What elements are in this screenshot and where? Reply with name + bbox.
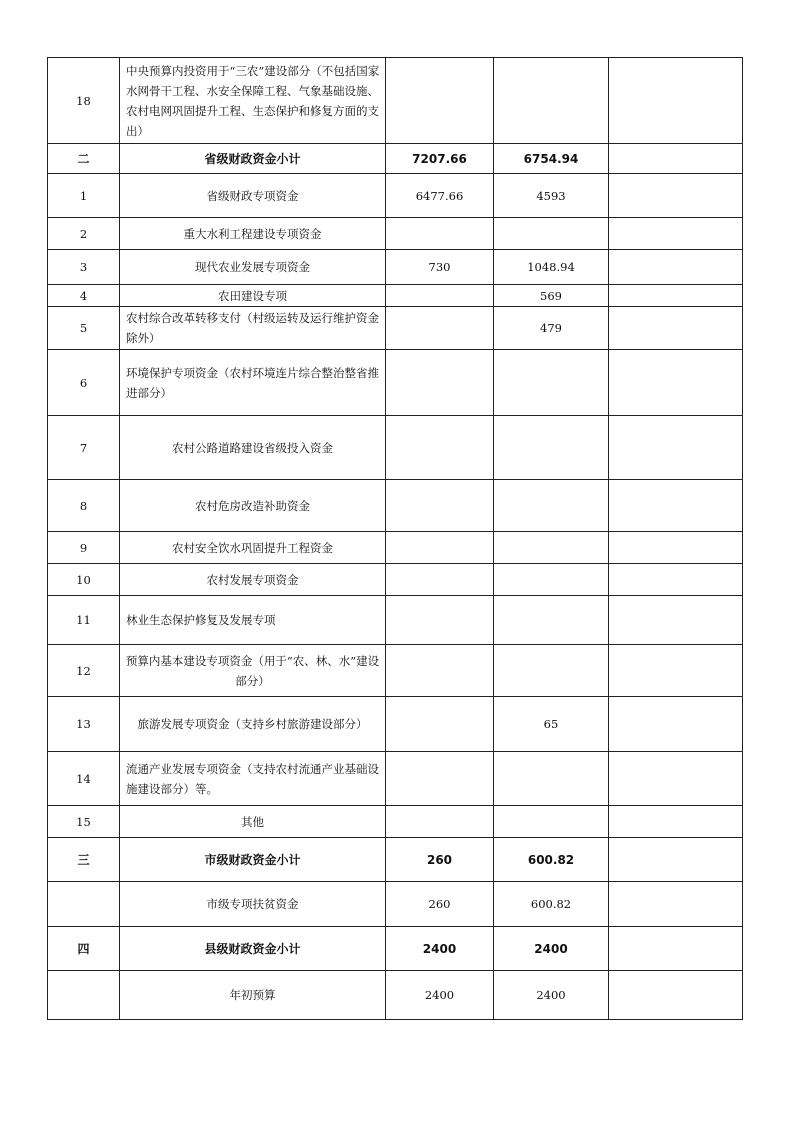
note-cell <box>609 250 743 285</box>
amount-col2 <box>494 218 609 250</box>
table-row <box>48 882 743 927</box>
row-number: 二 <box>48 144 120 174</box>
note-cell <box>609 350 743 416</box>
row-number: 11 <box>48 596 120 645</box>
item-name: 农村危房改造补助资金 <box>120 480 386 532</box>
item-name: 省级财政资金小计 <box>120 144 386 174</box>
note-cell <box>609 752 743 806</box>
table-row <box>48 596 743 645</box>
amount-col1 <box>386 806 494 838</box>
table-row <box>48 645 743 697</box>
amount-col1: 2400 <box>386 971 494 1020</box>
amount-col1 <box>386 645 494 697</box>
row-number: 三 <box>48 838 120 882</box>
row-number: 18 <box>48 58 120 144</box>
amount-col2: 600.82 <box>494 882 609 927</box>
note-cell <box>609 564 743 596</box>
item-name: 省级财政专项资金 <box>120 174 386 218</box>
note-cell <box>609 285 743 307</box>
table-row <box>48 806 743 838</box>
note-cell <box>609 645 743 697</box>
amount-col2: 600.82 <box>494 838 609 882</box>
item-name: 县级财政资金小计 <box>120 927 386 971</box>
note-cell <box>609 596 743 645</box>
row-number: 9 <box>48 532 120 564</box>
item-name: 年初预算 <box>120 971 386 1020</box>
amount-col1 <box>386 285 494 307</box>
amount-col2 <box>494 480 609 532</box>
row-number: 8 <box>48 480 120 532</box>
amount-col1 <box>386 218 494 250</box>
item-name: 环境保护专项资金（农村环境连片综合整治整省推进部分） <box>120 350 386 416</box>
table-row <box>48 480 743 532</box>
amount-col2: 479 <box>494 307 609 350</box>
item-name: 农村发展专项资金 <box>120 564 386 596</box>
amount-col1 <box>386 532 494 564</box>
amount-col2: 6754.94 <box>494 144 609 174</box>
item-name: 农村安全饮水巩固提升工程资金 <box>120 532 386 564</box>
table-row <box>48 564 743 596</box>
amount-col2 <box>494 350 609 416</box>
row-number <box>48 971 120 1020</box>
item-name: 林业生态保护修复及发展专项 <box>120 596 386 645</box>
amount-col2 <box>494 752 609 806</box>
amount-col2: 1048.94 <box>494 250 609 285</box>
table-row <box>48 971 743 1020</box>
note-cell <box>609 174 743 218</box>
amount-col2: 2400 <box>494 971 609 1020</box>
row-number: 4 <box>48 285 120 307</box>
row-number: 13 <box>48 697 120 752</box>
item-name: 旅游发展专项资金（支持乡村旅游建设部分） <box>120 697 386 752</box>
item-name: 市级专项扶贫资金 <box>120 882 386 927</box>
row-number: 5 <box>48 307 120 350</box>
amount-col1: 2400 <box>386 927 494 971</box>
note-cell <box>609 838 743 882</box>
note-cell <box>609 416 743 480</box>
table-row <box>48 58 743 144</box>
amount-col1: 260 <box>386 882 494 927</box>
amount-col2: 65 <box>494 697 609 752</box>
amount-col1 <box>386 416 494 480</box>
item-name: 农村公路道路建设省级投入资金 <box>120 416 386 480</box>
table-row <box>48 218 743 250</box>
table-row <box>48 752 743 806</box>
amount-col1: 7207.66 <box>386 144 494 174</box>
item-name: 预算内基本建设专项资金（用于“农、林、水”建设部分） <box>120 645 386 697</box>
row-number: 14 <box>48 752 120 806</box>
item-name: 农田建设专项 <box>120 285 386 307</box>
amount-col1 <box>386 58 494 144</box>
table-row <box>48 697 743 752</box>
amount-col1: 730 <box>386 250 494 285</box>
item-name: 其他 <box>120 806 386 838</box>
item-name: 现代农业发展专项资金 <box>120 250 386 285</box>
table-row <box>48 174 743 218</box>
note-cell <box>609 882 743 927</box>
table-row <box>48 285 743 307</box>
note-cell <box>609 144 743 174</box>
note-cell <box>609 218 743 250</box>
amount-col2 <box>494 645 609 697</box>
note-cell <box>609 927 743 971</box>
amount-col1: 6477.66 <box>386 174 494 218</box>
row-number: 7 <box>48 416 120 480</box>
amount-col1: 260 <box>386 838 494 882</box>
amount-col1 <box>386 697 494 752</box>
row-number: 6 <box>48 350 120 416</box>
subtotal-row <box>48 144 743 174</box>
row-number: 2 <box>48 218 120 250</box>
amount-col1 <box>386 564 494 596</box>
item-name: 中央预算内投资用于“三农”建设部分（不包括国家水网骨干工程、水安全保障工程、气象基础设施、农村电网巩固提升工程、生态保护和修复方面的支出） <box>120 58 386 144</box>
row-number: 3 <box>48 250 120 285</box>
amount-col1 <box>386 752 494 806</box>
item-name: 重大水利工程建设专项资金 <box>120 218 386 250</box>
amount-col2 <box>494 58 609 144</box>
note-cell <box>609 806 743 838</box>
funding-table <box>47 57 743 1020</box>
table-row <box>48 350 743 416</box>
item-name: 农村综合改革转移支付（村级运转及运行维护资金除外） <box>120 307 386 350</box>
note-cell <box>609 58 743 144</box>
amount-col2 <box>494 416 609 480</box>
amount-col1 <box>386 596 494 645</box>
note-cell <box>609 971 743 1020</box>
amount-col2 <box>494 806 609 838</box>
item-name: 流通产业发展专项资金（支持农村流通产业基础设施建设部分）等。 <box>120 752 386 806</box>
row-number: 10 <box>48 564 120 596</box>
note-cell <box>609 480 743 532</box>
amount-col2 <box>494 532 609 564</box>
amount-col2: 4593 <box>494 174 609 218</box>
row-number: 15 <box>48 806 120 838</box>
table-row <box>48 307 743 350</box>
row-number: 12 <box>48 645 120 697</box>
table-row <box>48 250 743 285</box>
amount-col1 <box>386 350 494 416</box>
amount-col1 <box>386 480 494 532</box>
row-number <box>48 882 120 927</box>
row-number: 四 <box>48 927 120 971</box>
subtotal-row <box>48 927 743 971</box>
table-row <box>48 416 743 480</box>
amount-col2: 2400 <box>494 927 609 971</box>
note-cell <box>609 532 743 564</box>
amount-col1 <box>386 307 494 350</box>
item-name: 市级财政资金小计 <box>120 838 386 882</box>
subtotal-row <box>48 838 743 882</box>
amount-col2 <box>494 596 609 645</box>
note-cell <box>609 697 743 752</box>
amount-col2 <box>494 564 609 596</box>
table-row <box>48 532 743 564</box>
amount-col2: 569 <box>494 285 609 307</box>
note-cell <box>609 307 743 350</box>
row-number: 1 <box>48 174 120 218</box>
